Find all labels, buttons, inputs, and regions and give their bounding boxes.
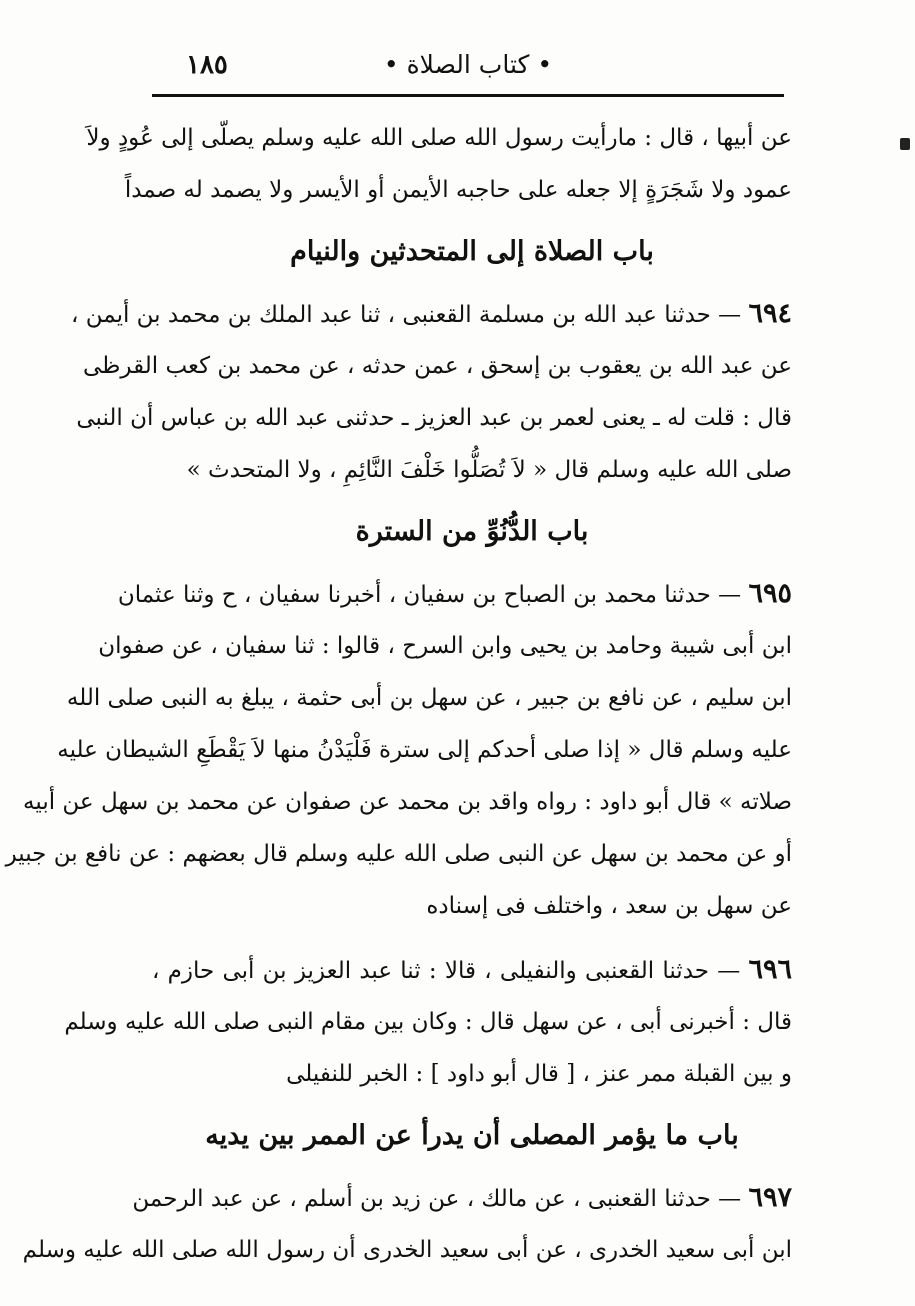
margin-mark (900, 138, 910, 150)
text-line: عن سهل بن سعد ، واختلف فى إسناده (426, 893, 792, 919)
hadith-opening-text: — حدثنا محمد بن الصباح بن سفيان ، أخبرنا سفيان ، ح وثنا عثمان (117, 582, 742, 608)
text-line: صلاته » قال أبو داود : رواه واقد بن محمد عن صفوان عن محمد بن سهل عن أبيه (23, 789, 792, 815)
hadith-694 (71, 288, 792, 496)
hadith-number: ٦٩٧ (748, 1182, 792, 1213)
chapter-heading: باب ما يؤمر المصلى أن يدرأ عن الممر بين يديه (205, 1120, 739, 1151)
text-line: ابن سليم ، عن نافع بن جبير ، عن سهل بن أبى حثمة ، يبلغ به النبى صلى الله (66, 685, 792, 711)
text-line: عن عبد الله بن يعقوب بن إسحق ، عمن حدثه ، عن محمد بن كعب القرظى (82, 353, 792, 379)
text-line: صلى الله عليه وسلم قال « لاَ تُصَلُّوا خَلْفَ النَّائِمِ ، ولا المتحدث » (186, 457, 792, 483)
text-line: قال : أخبرنى أبى ، عن سهل قال : وكان بين مقام النبى صلى الله عليه وسلم (64, 1009, 792, 1035)
paragraph-gap (152, 932, 792, 944)
continuation-paragraph (86, 112, 792, 216)
page-body (5, 112, 792, 1276)
text-line: قال : قلت له ـ يعنى لعمر بن عبد العزيز ـ حدثنى عبد الله بن عباس أن النبى (76, 405, 792, 431)
hadith-first-line (117, 568, 792, 620)
hadith-number: ٦٩٦ (748, 954, 792, 985)
page-number: ١٨٥ (186, 50, 228, 80)
text-line: عن أبيها ، قال : مارأيت رسول الله صلى الله عليه وسلم يصلّى إلى عُودٍ ولاَ (86, 125, 792, 151)
hadith-number: ٦٩٥ (748, 578, 792, 609)
hadith-697 (22, 1172, 792, 1276)
chapter-heading: باب الصلاة إلى المتحدثين والنيام (290, 236, 654, 267)
page-header (152, 42, 784, 94)
hadith-opening-text: — حدثنا عبد الله بن مسلمة القعنبى ، ثنا عبد الملك بن محمد بن أيمن ، (71, 302, 742, 328)
hadith-number: ٦٩٤ (748, 298, 792, 329)
hadith-opening-text: — حدثنا القعنبى والنفيلى ، قالا : ثنا عبد العزيز بن أبى حازم ، (152, 958, 741, 984)
text-line: عمود ولا شَجَرَةٍ إلا جعله على حاجبه الأيمن أو الأيسر ولا يصمد له صمداً (124, 177, 792, 203)
text-line: و بين القبلة ممر عنز ، [ قال أبو داود ] : الخبر للنفيلى (286, 1061, 792, 1087)
hadith-first-line (132, 1172, 792, 1224)
hadith-first-line (71, 288, 792, 340)
text-line: أو عن محمد بن سهل عن النبى صلى الله عليه وسلم قال بعضهم : عن نافع بن جبير (5, 841, 792, 867)
hadith-opening-text: — حدثنا القعنبى ، عن مالك ، عن زيد بن أسلم ، عن عبد الرحمن (132, 1186, 742, 1212)
text-line: عليه وسلم قال « إذا صلى أحدكم إلى سترة فَلْيَدْنُ منها لاَ يَقْطَعِ الشيطان عليه (57, 737, 792, 763)
chapter-heading: باب الدُّنُوِّ من السترة (355, 516, 589, 547)
hadith-first-line (152, 944, 792, 996)
text-line: ابن أبى شيبة وحامد بن يحيى وابن السرح ، قالوا : ثنا سفيان ، عن صفوان (98, 633, 792, 659)
header-rule (152, 94, 784, 97)
running-title: • كتاب الصلاة • (383, 50, 553, 79)
text-line: ابن أبى سعيد الخدرى ، عن أبى سعيد الخدرى أن رسول الله صلى الله عليه وسلم (22, 1237, 792, 1263)
hadith-695 (5, 568, 792, 932)
hadith-696 (64, 944, 792, 1100)
